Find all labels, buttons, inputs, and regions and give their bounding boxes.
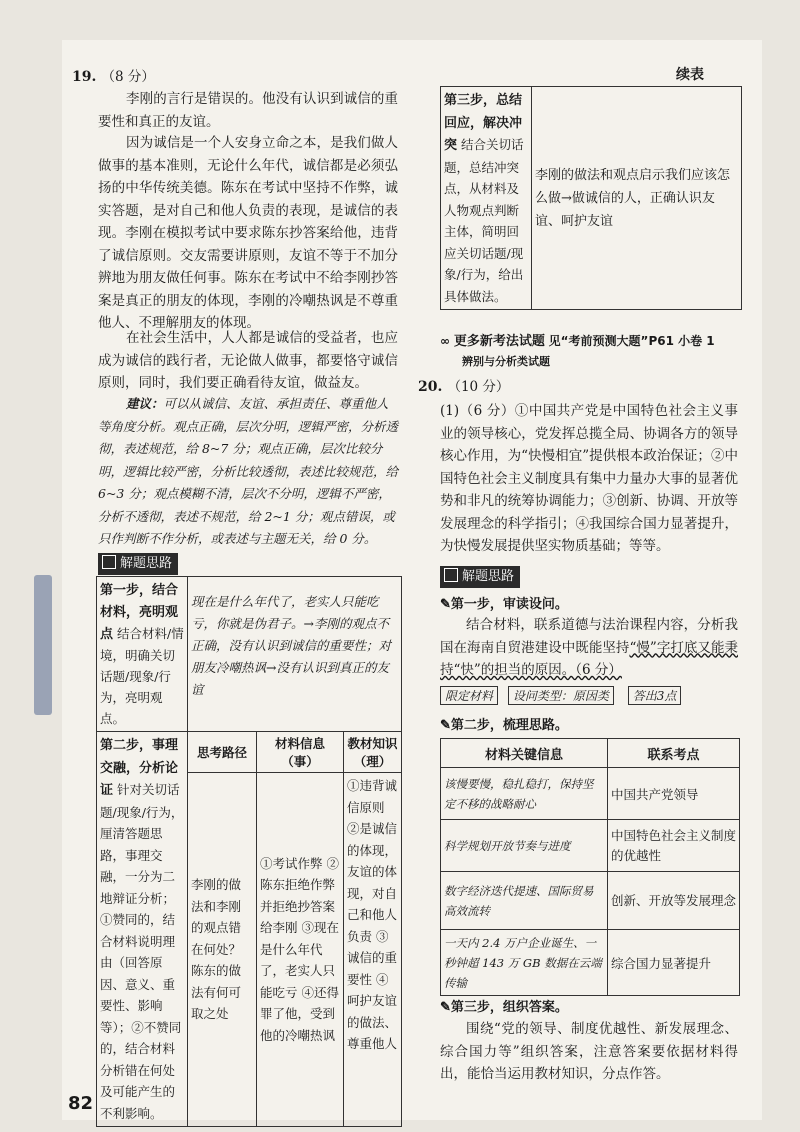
more-label: 更多新考法试题 [453,334,545,349]
solution-table-19 [96,576,402,1127]
key-info-header: 材料关键信息 [441,739,608,768]
annotation-points: 答出3点 [628,686,682,705]
step1-20-text [440,614,738,682]
exam-point-cell: 中国共产党领导 [608,768,740,820]
step3-20-text: 围绕“党的领导、制度优越性、新发展理念、综合国力等”组织答案，注意答案要依据材料得出，能恰当运用教材知识，分点作答。 [440,1021,738,1082]
step1-cell [97,577,188,732]
step1-desc: 结合材料/情境，明确关切话题/现象/行为，亮明观点。 [100,626,184,726]
step3-title: 第三步，总结回应，解决冲突 [444,93,523,153]
page-number: 82 [68,1093,94,1114]
pen-icon: ✎ [440,1000,451,1015]
step2-title: 第二步，事理交融，分析论证 [100,738,179,798]
more-sub: 辨别与分析类试题 [462,355,550,368]
answer-paragraph-1: 李刚的言行是错误的。他没有认识到诚信的重要性和真正的友谊。 [98,91,398,130]
col-material: 材料信息（事） [257,732,344,773]
answer-20: (1)（6 分）①中国共产党是中国特色社会主义事业的领导核心，党发挥总揽全局、协调各方的领导核心作用，为“快慢相宜”提供根本政治保证；②中国特色社会主义制度具有集中力量办大事的显著优势和非凡的统筹协调能力；③创新、协调、开放等发展理念的科学指引；④我国综合国力显著提升，为快慢发展提供坚实物质基础；等等。 [440,403,738,554]
exam-point-cell: 综合国力显著提升 [608,930,740,996]
col-knowledge: 教材知识（理） [344,732,402,773]
pen-icon: ✎ [440,718,451,733]
suggestion-label: 建议： [126,396,164,411]
solution-tag-label: 解题思路 [120,556,173,571]
annotation-material: 限定材料 [440,686,498,705]
exam-point-cell: 中国特色社会主义制度的优越性 [608,820,740,872]
solution-tag-20-label: 解题思路 [462,569,515,584]
exam-point-header: 联系考点 [608,739,740,768]
step2-heading-20 [440,714,568,733]
step3-20-title: 第三步，组织答案。 [450,1000,568,1015]
more-ref: 见“考前预测大题”P61 小卷 1 [548,334,715,348]
material-info: ①考试作弊 ②陈东拒绝作弊并拒绝抄答案给李刚 ③现在是什么年代了，老实人只能吃亏 ④还得罪了他，受到他的冷嘲热讽 [257,773,344,1127]
solution-tag-20 [440,566,520,588]
scoring-suggestion [98,393,398,551]
continued-table [440,86,742,310]
key-info-cell: 该慢要慢，稳扎稳打，保持坚定不移的战略耐心 [441,768,608,820]
edit-icon [102,555,116,569]
key-info-cell: 一天内 2.4 万户企业诞生、一秒钟超 143 万 GB 数据在云端传输 [441,930,608,996]
thinking-path: 李刚的做法和李刚的观点错在何处？陈东的做法有何可取之处 [188,773,257,1127]
step3-content: 李刚的做法和观点启示我们应该怎么做→做诚信的人，正确认识友谊、呵护友谊 [532,87,742,310]
step1-content: 现在是什么年代了，老实人只能吃亏，你就是伪君子。→李刚的观点不正确，没有认识到诚信的重要性；对朋友冷嘲热讽→没有认识到真正的友谊 [188,577,402,732]
step1-title: 第一步，结合材料，亮明观点 [100,583,179,642]
solution-tag [98,553,178,575]
step3-heading-20 [440,996,568,1015]
continued-label: 续表 [676,67,704,83]
question-number: 19. [72,69,97,85]
answer-paragraph-2: 因为诚信是一个人安身立命之本，是我们做人做事的基本准则，无论什么年代，诚信都是必须弘扬的中华传统美德。陈东在考试中坚持不作弊，诚实答题，是对自己和他人负责的表现，是诚信的表现。李刚在模拟考试中要求陈东抄答案给他，违背了诚信原则。交友需要讲原则，友谊不等于不加分辨地为朋友做任何事。陈东在考试中不给李刚抄答案是真正的朋友的体现，李刚的冷嘲热讽是不尊重他人、不理解朋友的体现。 [98,135,398,331]
question-score: （8 分） [101,69,155,85]
answer-paragraph-3: 在社会生活中，人人都是诚信的受益者，也应成为诚信的践行者，无论做人做事，都要恪守诚信原则，同时，我们要正确看待友谊，做益友。 [98,330,398,391]
exam-point-cell: 创新、开放等发展理念 [608,872,740,930]
step2-desc: 针对关切话题/现象/行为，厘清答题思路，事理交融，一分为二地辩证分析；①赞同的，结合材料说明理由（回答原因、意义、重要性、影响等）；②不赞同的，结合材料分析错在何处及可能产生的不利影响。 [100,782,184,1121]
step1-heading-20 [440,593,568,612]
step2-20-title: 第二步，梳理思路。 [450,718,568,733]
textbook-knowledge: ①违背诚信原则 ②是诚信的体现，友谊的体现，对自己和他人负责 ③诚信的重要性 ④呵护友谊的做法、尊重他人 [344,773,402,1127]
question-19-header [72,66,392,89]
col-thinking: 思考路径 [188,732,257,773]
question-20-header [418,376,738,399]
step3-desc: 结合关切话题，总结冲突点，从材料及人物观点判断主体，简明回应关切话题/现象/行为，给出具体做法。 [444,137,524,304]
question-number-20: 20. [418,379,443,395]
annotation-type: 设问类型：原因类 [508,686,614,705]
edit-icon [444,568,458,582]
pen-icon: ✎ [440,597,451,612]
key-info-cell: 数字经济迭代提速、国际贸易高效流转 [441,872,608,930]
step2-cell [97,732,188,1127]
annotation-row [440,686,740,705]
step1-20-text-b: “慢”字打底又能秉持“快”的担当的原因。（6 分） [440,639,738,678]
step1-20-title: 第一步，审读设问。 [450,597,568,612]
step3-cell [441,87,532,310]
key-info-cell: 科学规划开放节奏与进度 [441,820,608,872]
step1-20-text-a: 结合材料，联系道德与法治课程内容，分析我国在海南自贸港建设中既能坚持 [440,617,738,656]
more-questions [440,330,740,369]
key-info-table [440,738,740,996]
question-score-20: （10 分） [447,379,510,395]
book-spine-tab [34,575,52,715]
link-icon: ∞ [440,334,450,348]
suggestion-text: 可以从诚信、友谊、承担责任、尊重他人等角度分析。观点正确，层次分明，逻辑严密，分析透彻，表述规范，给 8~7 分；观点正确，层次比较分明，逻辑比较严密，分析比较透彻，表述比较规范，给 6~3 分；观点模糊不清，层次不分明，逻辑不严密，分析不透彻，表述不规范，给 2~1 分；观点错误，或只作判断不作分析，或表述与主题无关，给 0 分。 [98,396,399,546]
